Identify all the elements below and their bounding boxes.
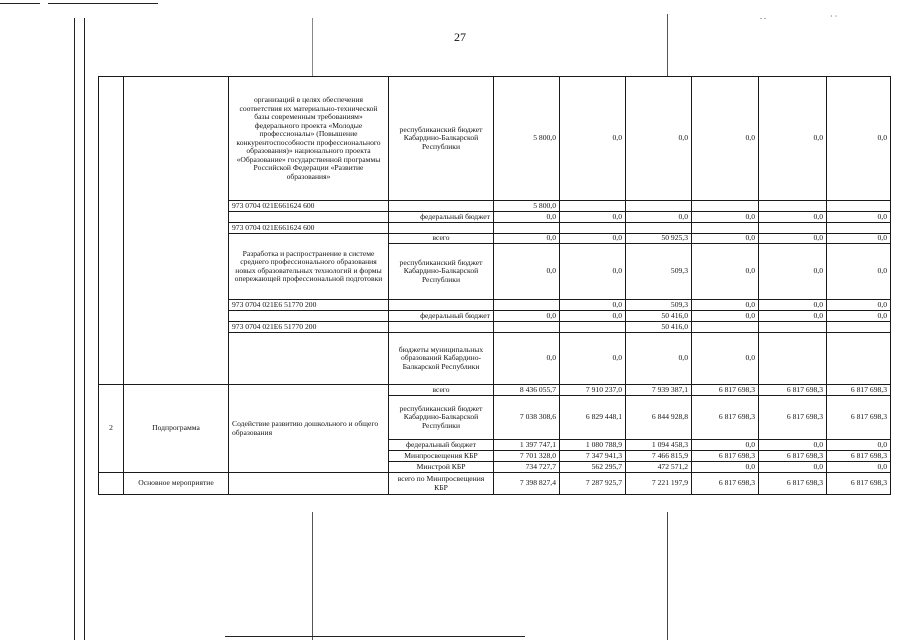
value-cell: 6 817 698,3 <box>827 396 891 440</box>
value-cell: 6 817 698,3 <box>759 396 827 440</box>
value-cell: 50 925,3 <box>626 234 692 244</box>
value-cell: 6 817 698,3 <box>759 451 827 462</box>
value-cell: 0,0 <box>759 234 827 244</box>
value-cell: 0,0 <box>494 333 560 385</box>
value-cell: 1 397 747,1 <box>494 440 560 451</box>
value-cell: 8 436 055,7 <box>494 385 560 396</box>
value-cell: 0,0 <box>692 244 759 300</box>
top-edge-line <box>0 3 40 4</box>
subprogram-title: Содействие развитию дошкольного и общего образования <box>229 385 389 473</box>
value-cell: 0,0 <box>692 440 759 451</box>
value-cell: 0,0 <box>827 77 891 201</box>
value-cell: 7 398 827,4 <box>494 473 560 495</box>
value-cell: 0,0 <box>560 311 626 322</box>
value-cell: 0,0 <box>759 462 827 473</box>
corner-mark: . . <box>760 12 766 21</box>
value-cell: 0,0 <box>692 77 759 201</box>
value-cell: 6 817 698,3 <box>692 396 759 440</box>
binder-line <box>84 18 85 640</box>
value-cell: 0,0 <box>626 212 692 223</box>
source-cell: всего по Минпросвещения КБР <box>389 473 494 495</box>
value-cell: 734 727,7 <box>494 462 560 473</box>
value-cell: 0,0 <box>692 462 759 473</box>
source-cell: республиканский бюджет Кабардино-Балкарской Республики <box>389 77 494 201</box>
top-edge-line <box>48 3 158 4</box>
value-cell: 7 939 387,1 <box>626 385 692 396</box>
fold-line <box>312 512 313 640</box>
source-cell: всего <box>389 234 494 244</box>
source-cell: федеральный бюджет <box>389 440 494 451</box>
table-row <box>99 473 891 495</box>
binder-line <box>74 18 75 640</box>
value-cell: 0,0 <box>692 333 759 385</box>
value-cell: 0,0 <box>494 311 560 322</box>
value-cell: 0,0 <box>759 440 827 451</box>
value-cell: 1 080 788,9 <box>560 440 626 451</box>
value-cell: 0,0 <box>827 300 891 311</box>
value-cell: 7 910 237,0 <box>560 385 626 396</box>
value-cell: 0,0 <box>827 462 891 473</box>
value-cell: 0,0 <box>560 300 626 311</box>
value-cell: 5 800,0 <box>494 77 560 201</box>
value-cell: 0,0 <box>759 300 827 311</box>
value-cell: 6 829 448,1 <box>560 396 626 440</box>
value-cell: 0,0 <box>494 234 560 244</box>
subprogram-number: 2 <box>99 385 124 473</box>
value-cell: 7 287 925,7 <box>560 473 626 495</box>
value-cell: 0,0 <box>626 77 692 201</box>
value-cell: 6 817 698,3 <box>692 451 759 462</box>
value-cell: 0,0 <box>759 77 827 201</box>
value-cell: 1 094 458,3 <box>626 440 692 451</box>
value-cell: 6 817 698,3 <box>692 473 759 495</box>
code-cell: 973 0704 021E6 51770 200 <box>229 300 389 311</box>
value-cell: 6 817 698,3 <box>827 385 891 396</box>
main-event-kind: Основное мероприятие <box>124 473 229 495</box>
value-cell: 0,0 <box>827 440 891 451</box>
table-row <box>99 385 891 396</box>
value-cell: 6 844 928,8 <box>626 396 692 440</box>
bottom-edge-line <box>225 636 525 637</box>
value-cell: 7 221 197,9 <box>626 473 692 495</box>
budget-table <box>98 76 891 495</box>
table-row <box>99 77 891 201</box>
value-cell: 6 817 698,3 <box>759 473 827 495</box>
value-cell: 0,0 <box>560 333 626 385</box>
value-cell: 0,0 <box>560 244 626 300</box>
source-cell: Минстрой КБР <box>389 462 494 473</box>
source-cell: Минпросвещения КБР <box>389 451 494 462</box>
corner-mark: · · <box>830 12 838 21</box>
value-cell: 0,0 <box>759 244 827 300</box>
number-cell <box>99 77 124 385</box>
value-cell: 472 571,2 <box>626 462 692 473</box>
value-cell: 0,0 <box>827 311 891 322</box>
value-cell: 0,0 <box>560 234 626 244</box>
code-cell: 973 0704 021E661624 600 <box>229 201 389 212</box>
value-cell: 0,0 <box>692 311 759 322</box>
source-cell: республиканский бюджет Кабардино-Балкарской Республики <box>389 244 494 300</box>
value-cell: 509,3 <box>626 244 692 300</box>
value-cell: 7 701 328,0 <box>494 451 560 462</box>
subprogram-kind: Подпрограмма <box>124 385 229 473</box>
value-cell: 0,0 <box>692 234 759 244</box>
value-cell: 0,0 <box>827 212 891 223</box>
value-cell: 0,0 <box>560 212 626 223</box>
value-cell: 0,0 <box>759 212 827 223</box>
value-cell: 0,0 <box>692 300 759 311</box>
value-cell: 6 817 698,3 <box>759 385 827 396</box>
code-cell: 973 0704 021E661624 600 <box>229 223 389 234</box>
value-cell: 0,0 <box>827 244 891 300</box>
value-cell: 0,0 <box>494 212 560 223</box>
value-cell: 50 416,0 <box>626 311 692 322</box>
value-cell: 7 466 815,9 <box>626 451 692 462</box>
fold-line <box>667 512 668 640</box>
value-cell: 50 416,0 <box>626 322 692 333</box>
value-cell: 0,0 <box>759 311 827 322</box>
source-cell: всего <box>389 385 494 396</box>
value-cell: 0,0 <box>626 333 692 385</box>
kind-cell <box>124 77 229 385</box>
value-cell: 7 038 308,6 <box>494 396 560 440</box>
value-cell: 0,0 <box>827 234 891 244</box>
value-cell: 7 347 941,3 <box>560 451 626 462</box>
source-cell: республиканский бюджет Кабардино-Балкарской Республики <box>389 396 494 440</box>
page-number: 27 <box>454 30 466 44</box>
source-cell: бюджеты муниципальных образований Кабардино-Балкарской Республики <box>389 333 494 385</box>
fold-line <box>667 14 668 76</box>
value-cell: 562 295,7 <box>560 462 626 473</box>
value-cell: 6 817 698,3 <box>692 385 759 396</box>
value-cell: 6 817 698,3 <box>827 473 891 495</box>
source-cell: федеральный бюджет <box>389 212 494 223</box>
code-cell: 973 0704 021E6 51770 200 <box>229 322 389 333</box>
value-cell: 0,0 <box>560 77 626 201</box>
description-cell: организаций в целях обеспечения соответствия их материально-технической базы современным требованиям» федерального проекта «Молодые профессионалы» (Повышение конкурентоспособности профессионального образования)» национального проекта «Образование» государственной программы Российской Федерации «Развитие образования» <box>229 77 389 201</box>
description-cell: Разработка и распространение в системе среднего профессионального образования новых образовательных технологий и формы опережающей профессиональной подготовки <box>229 234 389 300</box>
source-cell: федеральный бюджет <box>389 311 494 322</box>
value-cell: 0,0 <box>494 244 560 300</box>
value-cell: 0,0 <box>692 212 759 223</box>
value-cell: 6 817 698,3 <box>827 451 891 462</box>
fold-line <box>312 18 313 76</box>
value-cell: 5 800,0 <box>494 201 560 212</box>
value-cell: 509,3 <box>626 300 692 311</box>
